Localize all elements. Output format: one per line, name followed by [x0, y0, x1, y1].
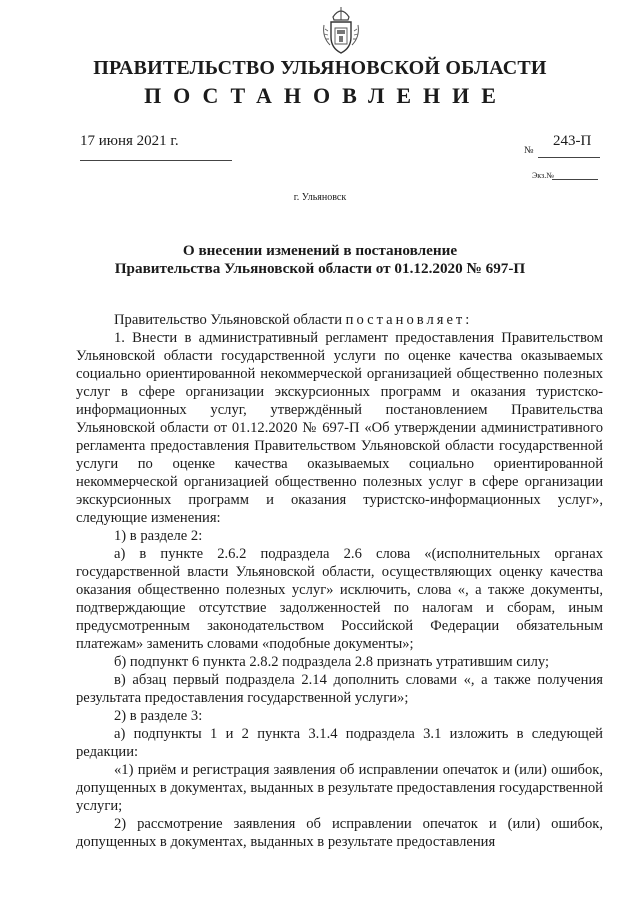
subject-line-2: Правительства Ульяновской области от 01.12.2020 № 697-П [114, 260, 526, 277]
paragraph: 1. Внести в административный регламент предоставления Правительством Ульяновской области государственной услуги по оценке качества оказываемых социально ориентированной некоммерческой организацией общественно полезных услуг в сфере организации экскурсионных программ и оказания туристско-информационных услуг, утверждённый постановлением Правительства Ульяновской области от 01.12.2020 № 697-П «Об утверждении административного регламента предоставления Правительством Ульяновской области государственной услуги по оценке качества оказываемых социально ориентированной некоммерческой организацией общественно полезных услуг в сфере организации экскурсионных программ и оказания туристско-информационных услуг», следующие изменения: [76, 330, 603, 526]
document-body [76, 311, 603, 851]
paragraph: 2) рассмотрение заявления об исправлении опечаток и (или) ошибок, допущенных в документах, выданных в результате предоставления [76, 816, 603, 850]
government-title: ПРАВИТЕЛЬСТВО УЛЬЯНОВСКОЙ ОБЛАСТИ [93, 57, 547, 79]
document-number: 243-П [553, 133, 592, 149]
intro-keyword: постановляет: [345, 312, 473, 328]
intro-text: Правительство Ульяновской области [114, 312, 343, 328]
subject-line-1: О внесении изменений в постановление [182, 242, 458, 259]
paragraph: «1) приём и регистрация заявления об исправлении опечаток и (или) ошибок, допущенных в документах, выданных в результате предоставления государственной услуги; [76, 762, 603, 814]
document-subject [0, 242, 640, 278]
document-type: ПОСТАНОВЛЕНИЕ [144, 83, 508, 108]
ulyanovsk-coat-of-arms-icon [320, 3, 362, 55]
paragraph: б) подпункт 6 пункта 2.8.2 подраздела 2.8 признать утратившим силу; [114, 654, 550, 670]
copy-number-underline [552, 179, 598, 180]
paragraph: 1) в разделе 2: [114, 528, 203, 544]
date-underline [80, 160, 232, 161]
city: г. Ульяновск [293, 192, 347, 203]
paragraph: в) абзац первый подраздела 2.14 дополнить словами «, а также получения результата предоставления государственной услуги»; [76, 672, 603, 706]
paragraph: 2) в разделе 3: [114, 708, 203, 724]
document-date: 17 июня 2021 г. [80, 133, 179, 149]
paragraph: а) подпункты 1 и 2 пункта 3.1.4 подраздела 3.1 изложить в следующей редакции: [76, 726, 603, 760]
number-underline [538, 157, 600, 158]
number-sign: № [524, 145, 534, 156]
copy-number-label: Экз.№ [532, 171, 554, 180]
paragraph: а) в пункте 2.6.2 подраздела 2.6 слова «(исполнительных органах государственной власти Ульяновской области, осуществляющих оценку качества оказания общественно полезных услуг» исключить, слова «, а также документы, подтверждающие отсутствие задолженностей по налогам и сборам, иным предусмотренным законодательством Российской Федерации обязательным платежам» заменить словами «подобные документы»; [76, 546, 603, 652]
intro-paragraph [76, 311, 603, 329]
